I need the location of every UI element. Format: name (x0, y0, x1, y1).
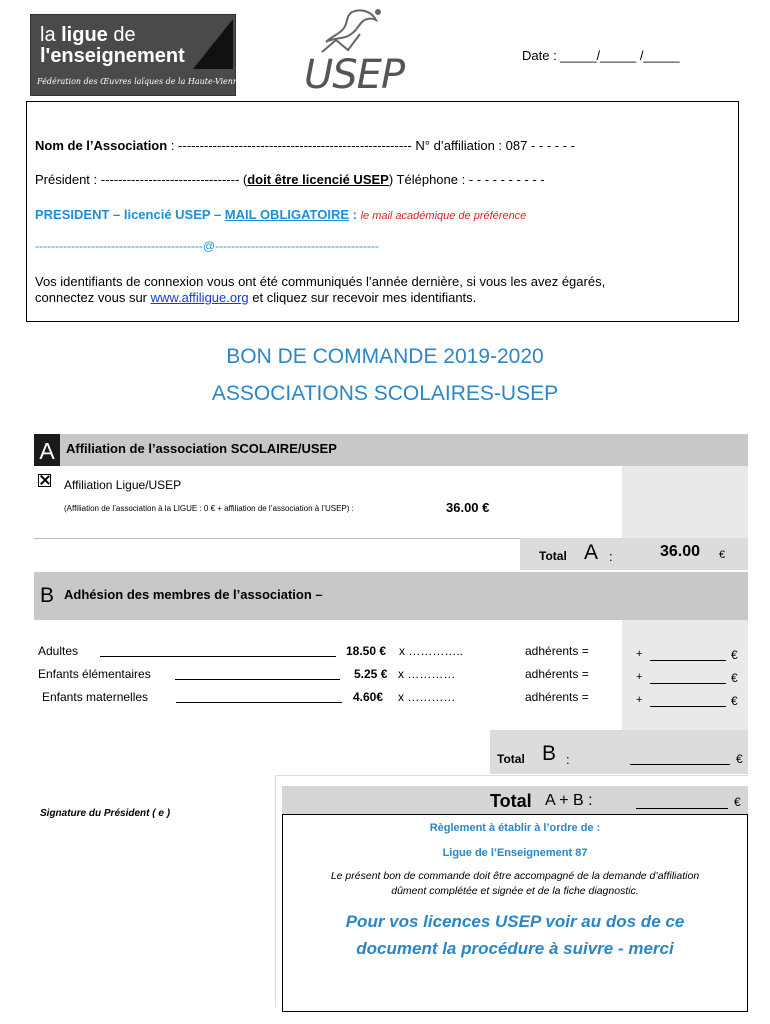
mail-input-field[interactable]: ------------------------------------------@----------------------------------------- (35, 239, 379, 253)
member-row-price: 4.60€ (353, 690, 384, 704)
member-row-plus: + (636, 648, 643, 660)
signature-label: Signature du Président ( e ) (40, 808, 171, 819)
login-info-line-2: connectez vous sur www.affiligue.org et cliquez sur recevoir mes identifiants. (35, 290, 477, 305)
section-a-total-letter: A (584, 541, 599, 564)
association-name-field[interactable]: : ------------------------------------------------------ N° d’affiliation : 087 - - - - - - (167, 138, 575, 153)
mail-mandatory-label: MAIL OBLIGATOIRE (224, 207, 350, 222)
licence-note: Pour vos licences USEP voir au dos de ce document la procédure à suivre - merci (345, 912, 685, 958)
member-row-currency: € (731, 648, 738, 662)
payment-title: Règlement à établir à l’ordre de : (429, 822, 601, 834)
section-a-total-colon: : (609, 549, 613, 564)
member-row-count-field[interactable]: x ………….. (399, 644, 464, 658)
section-a-amount-column (622, 466, 748, 538)
member-row-adherents: adhérents = (525, 690, 589, 704)
affiliation-note: (Affiliation de l’association à la LIGUE : 0 € + affiliation de l’association à l’USEP) : (64, 504, 354, 513)
grand-total-formula: A + B : (545, 792, 593, 809)
section-a-letter: A (34, 434, 60, 466)
section-b-total-letter: B (542, 742, 557, 765)
section-b-total-currency: € (736, 752, 743, 766)
section-b-title: Adhésion des membres de l’association – (64, 587, 323, 602)
president-licence-requirement: doit être licencié USEP (247, 172, 389, 187)
member-row-amount-field[interactable] (650, 660, 726, 661)
association-name-label: Nom de l’Association (35, 138, 168, 153)
member-row-plus: + (636, 694, 643, 706)
page-title: BON DE COMMANDE 2019-2020 (226, 345, 544, 368)
affiligue-link[interactable]: www.affiligue.org (150, 290, 249, 305)
logo-tagline: Fédération des Œuvres laïques de la Haute-Vienne (37, 77, 243, 86)
section-a-total-currency: € (719, 549, 726, 561)
member-row-count-field[interactable]: x ………… (398, 690, 456, 704)
member-row-currency: € (731, 671, 738, 685)
section-b-total-colon: : (566, 752, 570, 767)
grand-total-currency: € (734, 795, 741, 809)
affiliation-price: 36.00 € (446, 500, 490, 515)
section-b-letter: B (40, 584, 55, 607)
login-info-line-1: Vos identifiants de connexion vous ont été communiqués l’année dernière, si vous les avez égarés, (35, 274, 606, 289)
payment-payee: Ligue de l’Enseignement 87 (442, 847, 588, 859)
usep-logo-text: USEP (304, 52, 405, 98)
mail-line: PRESIDENT – licencié USEP – MAIL OBLIGATOIRE : le mail académique de préférence (35, 207, 527, 222)
member-row-plus: + (636, 671, 643, 683)
bottom-summary-box (282, 786, 748, 1012)
section-b-total-field[interactable] (630, 764, 730, 765)
member-row-amount-field[interactable] (650, 706, 726, 707)
association-name-line[interactable] (35, 138, 575, 153)
ligue-logo (30, 14, 243, 96)
member-row-amount-field[interactable] (650, 683, 726, 684)
section-a-total-amount: 36.00 (660, 543, 701, 560)
page-subtitle: ASSOCIATIONS SCOLAIRES-USEP (211, 382, 559, 405)
member-row-label: Enfants élémentaires (38, 667, 151, 681)
section-a-total-label: Total (539, 549, 567, 563)
payment-note: Le présent bon de commande doit être accompagné de la demande d’affiliation dûment complétée et signée et de la fiche diagnostic. (330, 870, 700, 897)
member-row-adherents: adhérents = (525, 667, 589, 681)
logo-line-2: l'enseignement (40, 45, 185, 67)
member-row-currency: € (731, 694, 738, 708)
affiliation-item-label: Affiliation Ligue/USEP (64, 478, 182, 492)
usep-logo (300, 6, 405, 102)
grand-total-label: Total (490, 791, 532, 811)
mail-hint: le mail académique de préférence (360, 210, 527, 222)
association-info-box (26, 101, 739, 322)
section-b-total-label: Total (497, 752, 525, 766)
member-row-count-field[interactable]: x ………… (398, 667, 456, 681)
usep-runner-icon (318, 6, 388, 58)
member-row-price: 18.50 € (346, 644, 387, 658)
affiliation-checkbox[interactable] (38, 474, 51, 487)
member-row-name-line[interactable] (100, 656, 336, 657)
grand-total-field[interactable] (636, 808, 728, 809)
member-row-name-line[interactable] (176, 702, 342, 703)
date-field[interactable]: Date : _____/_____ /_____ (522, 48, 680, 63)
member-row-label: Adultes (38, 644, 79, 658)
member-row-price: 5.25 € (354, 667, 388, 681)
section-a-title: Affiliation de l’association SCOLAIRE/USEP (66, 441, 337, 456)
president-line[interactable]: Président : -------------------------------- (doit être licencié USEP) Téléphone : - - - - - - - - - - (35, 172, 545, 187)
logo-line-1: la ligue de (40, 24, 136, 46)
member-row-name-line[interactable] (175, 679, 340, 680)
section-b-total-box (490, 730, 748, 774)
member-row-label: Enfants maternelles (42, 690, 149, 704)
member-row-adherents: adhérents = (525, 644, 589, 658)
logo-triangle (193, 19, 233, 69)
